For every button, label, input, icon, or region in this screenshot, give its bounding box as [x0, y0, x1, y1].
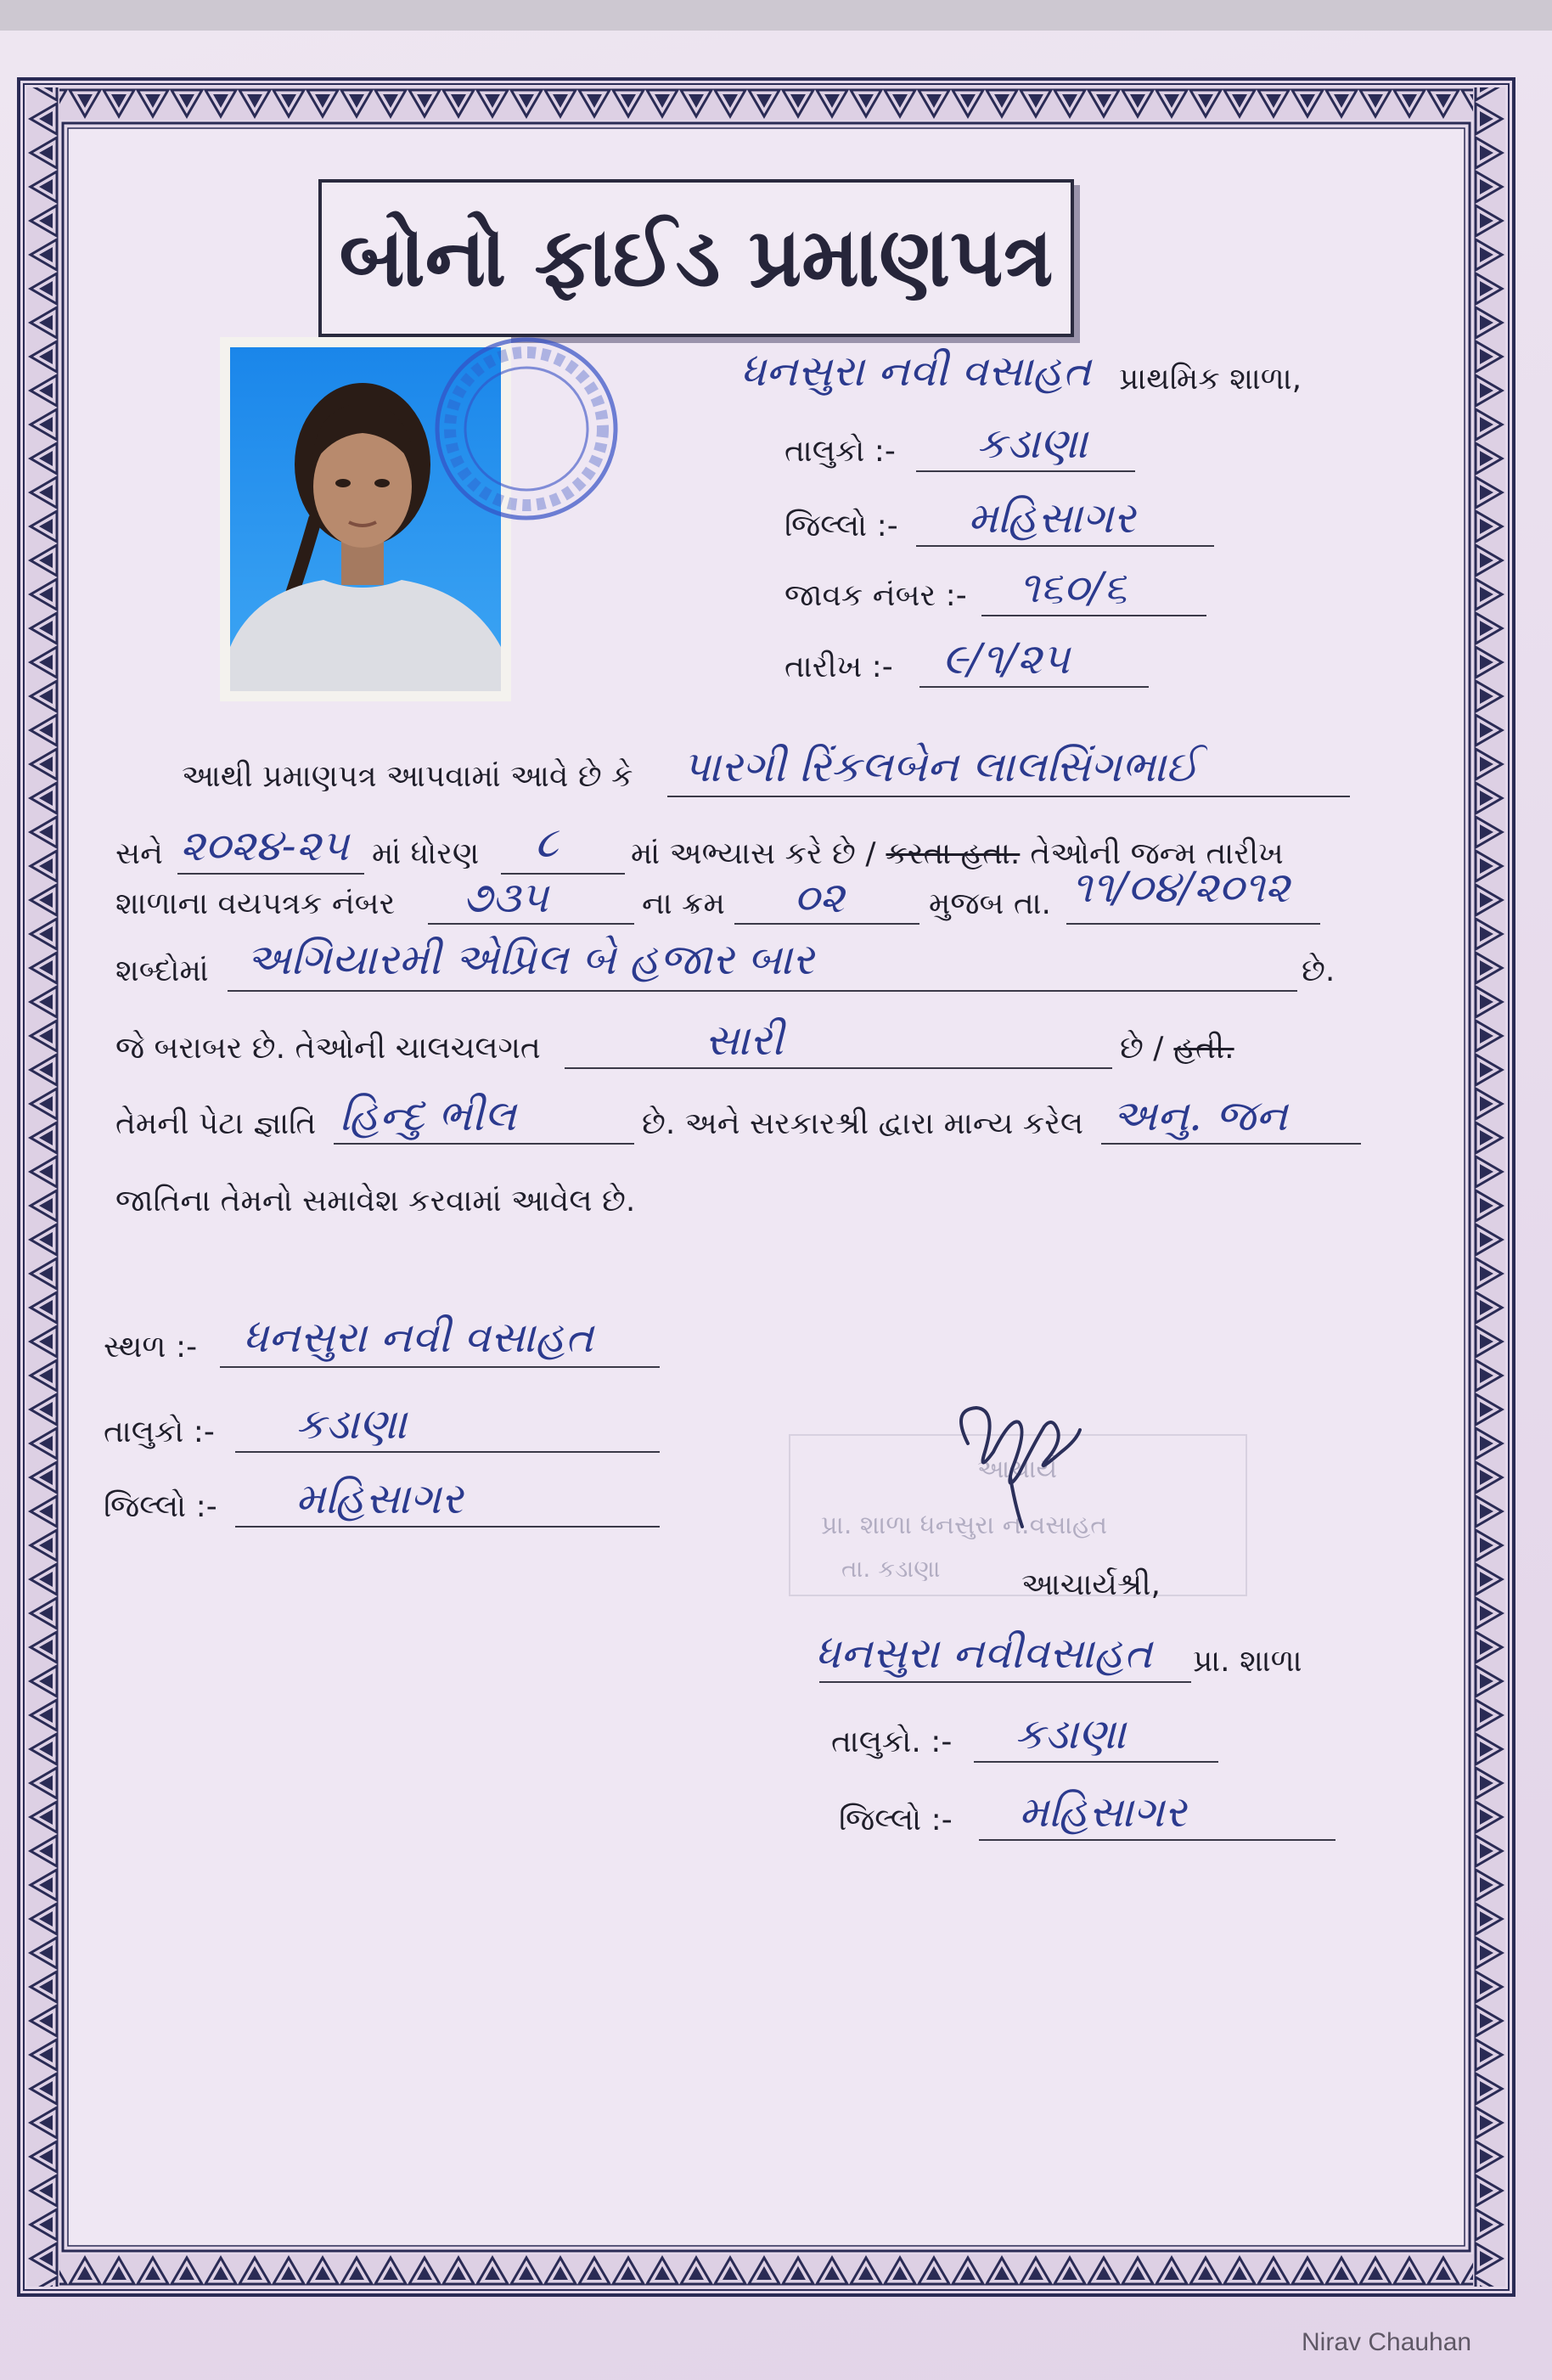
page-title: બોનો ફાઈડ પ્રમાણપત્ર [339, 210, 1054, 305]
place-taluka-label: તાલુકો :- [104, 1415, 215, 1449]
student-name-line [667, 796, 1350, 797]
birth-date-label: તેઓની જન્મ તારીખ [1030, 836, 1284, 871]
student-name: પારગી રિંકલબેન લાલસિંગભાઈ [683, 742, 1199, 791]
serial-label: ના ક્રમ [642, 886, 725, 921]
words-suffix: છે. [1302, 954, 1336, 988]
signatory-district-line [979, 1839, 1336, 1841]
body-line7-text: જાતિના તેમનો સમાવેશ કરવામાં આવેલ છે. [115, 1184, 636, 1218]
signatory-school-suffix: પ્રા. શાળા [1193, 1644, 1302, 1679]
header-school-name: ધનસુરા નવી વસાહત [740, 346, 1091, 396]
serial-number: ૦૨ [794, 873, 845, 922]
header-school-suffix: પ્રાથમિક શાળા, [1119, 362, 1302, 397]
place-value: ધનસુરા નવી વસાહત [243, 1313, 593, 1362]
stamp-line2: તા. કડાણા [841, 1555, 941, 1583]
stamp-line1: પ્રા. શાળા ધનસુરા ન.વસાહત [821, 1511, 1108, 1540]
register-line [428, 923, 634, 925]
place-district-value: મહિસાગર [295, 1474, 464, 1523]
birth-date-words: અગિયારમી એપ્રિલ બે હજાર બાર [246, 935, 814, 984]
signatory-taluka-label: તાલુકો. :- [831, 1725, 953, 1759]
study-status-struck: કરતા હતા. [886, 836, 1021, 871]
words-label: શબ્દોમાં [115, 954, 209, 988]
conduct-suffix-struck: હતી. [1173, 1031, 1234, 1066]
signatory-taluka-line [974, 1761, 1218, 1763]
subcaste-value: હિન્દુ ભીલ [340, 1091, 516, 1140]
conduct-line [565, 1067, 1112, 1069]
standard-value: ૮ [535, 818, 559, 867]
header-district-label: જિલ્લો :- [784, 509, 898, 543]
header-date-line [919, 686, 1149, 688]
header-taluka-value: કડાણા [976, 419, 1088, 468]
birth-date-line [1066, 923, 1320, 925]
place-district-line [235, 1526, 660, 1528]
header-district-line [916, 545, 1214, 547]
standard-label: માં ધોરણ [372, 836, 480, 871]
study-status-current: માં અભ્યાસ કરે છે / [631, 836, 876, 871]
header-outward-line [981, 615, 1206, 616]
conduct-suffix [1120, 1030, 1234, 1067]
header-outward-label: જાવક નંબર :- [784, 578, 967, 613]
conduct-label: જે બરાબર છે. તેઓની ચાલચલગત [115, 1031, 541, 1066]
birth-date: ૧૧/૦૪/૨૦૧૨ [1071, 863, 1291, 912]
serial-line [734, 923, 919, 925]
principal-signature-icon [934, 1393, 1104, 1528]
register-number: ૭૩૫ [463, 873, 548, 922]
signatory-school-name: ધનસુરા નવીવસાહત [815, 1629, 1153, 1678]
place-taluka-line [235, 1451, 660, 1453]
school-round-stamp-icon [429, 331, 624, 526]
birth-date-prefix: મુજબ તા. [929, 886, 1051, 921]
register-label: શાળાના વયપત્રક નંબર [115, 886, 396, 921]
header-date-value: ૯/૧/૨૫ [942, 634, 1070, 684]
header-taluka-label: તાલુકો :- [784, 434, 896, 469]
subcaste-label: તેમની પેટા જ્ઞાતિ [115, 1106, 317, 1141]
conduct-value: સારી [705, 1016, 784, 1065]
signatory-taluka-value: કડાણા [1015, 1709, 1126, 1758]
title-box [318, 179, 1074, 337]
stamp-title: આચાર્ય [977, 1454, 1058, 1484]
header-date-label: તારીખ :- [784, 650, 893, 684]
category-value: અનુ. જન [1112, 1091, 1288, 1140]
birth-date-words-line [228, 990, 1297, 992]
header-outward-value: ૧૬૦/૬ [1019, 563, 1127, 612]
header-district-value: મહિસાગર [968, 493, 1136, 543]
signatory-district-label: જિલ્લો :- [839, 1803, 953, 1837]
place-label: સ્થળ :- [104, 1330, 198, 1364]
place-line [220, 1366, 660, 1368]
academic-year: ૨૦૨૪-૨૫ [180, 821, 349, 870]
category-line [1101, 1143, 1361, 1145]
body-line1-text: આથી પ્રમાણપત્ર આપવામાં આવે છે કે [182, 759, 633, 794]
photographer-watermark: Nirav Chauhan [1302, 2328, 1472, 2356]
header-taluka-line [916, 470, 1135, 472]
subcaste-line [334, 1143, 634, 1145]
category-label: છે. અને સરકારશ્રી દ્વારા માન્ય કરેલ [642, 1106, 1084, 1141]
place-taluka-value: કડાણા [295, 1399, 407, 1449]
academic-year-line [177, 873, 364, 875]
body-line2-prefix: સને [115, 836, 163, 871]
place-district-label: જિલ્લો :- [104, 1489, 217, 1524]
conduct-suffix-current: છે / [1120, 1031, 1164, 1066]
principal-designation: આચાર્યશ્રી, [1021, 1567, 1161, 1602]
signatory-school-line [819, 1681, 1191, 1683]
signatory-district-value: મહિસાગર [1019, 1787, 1187, 1837]
